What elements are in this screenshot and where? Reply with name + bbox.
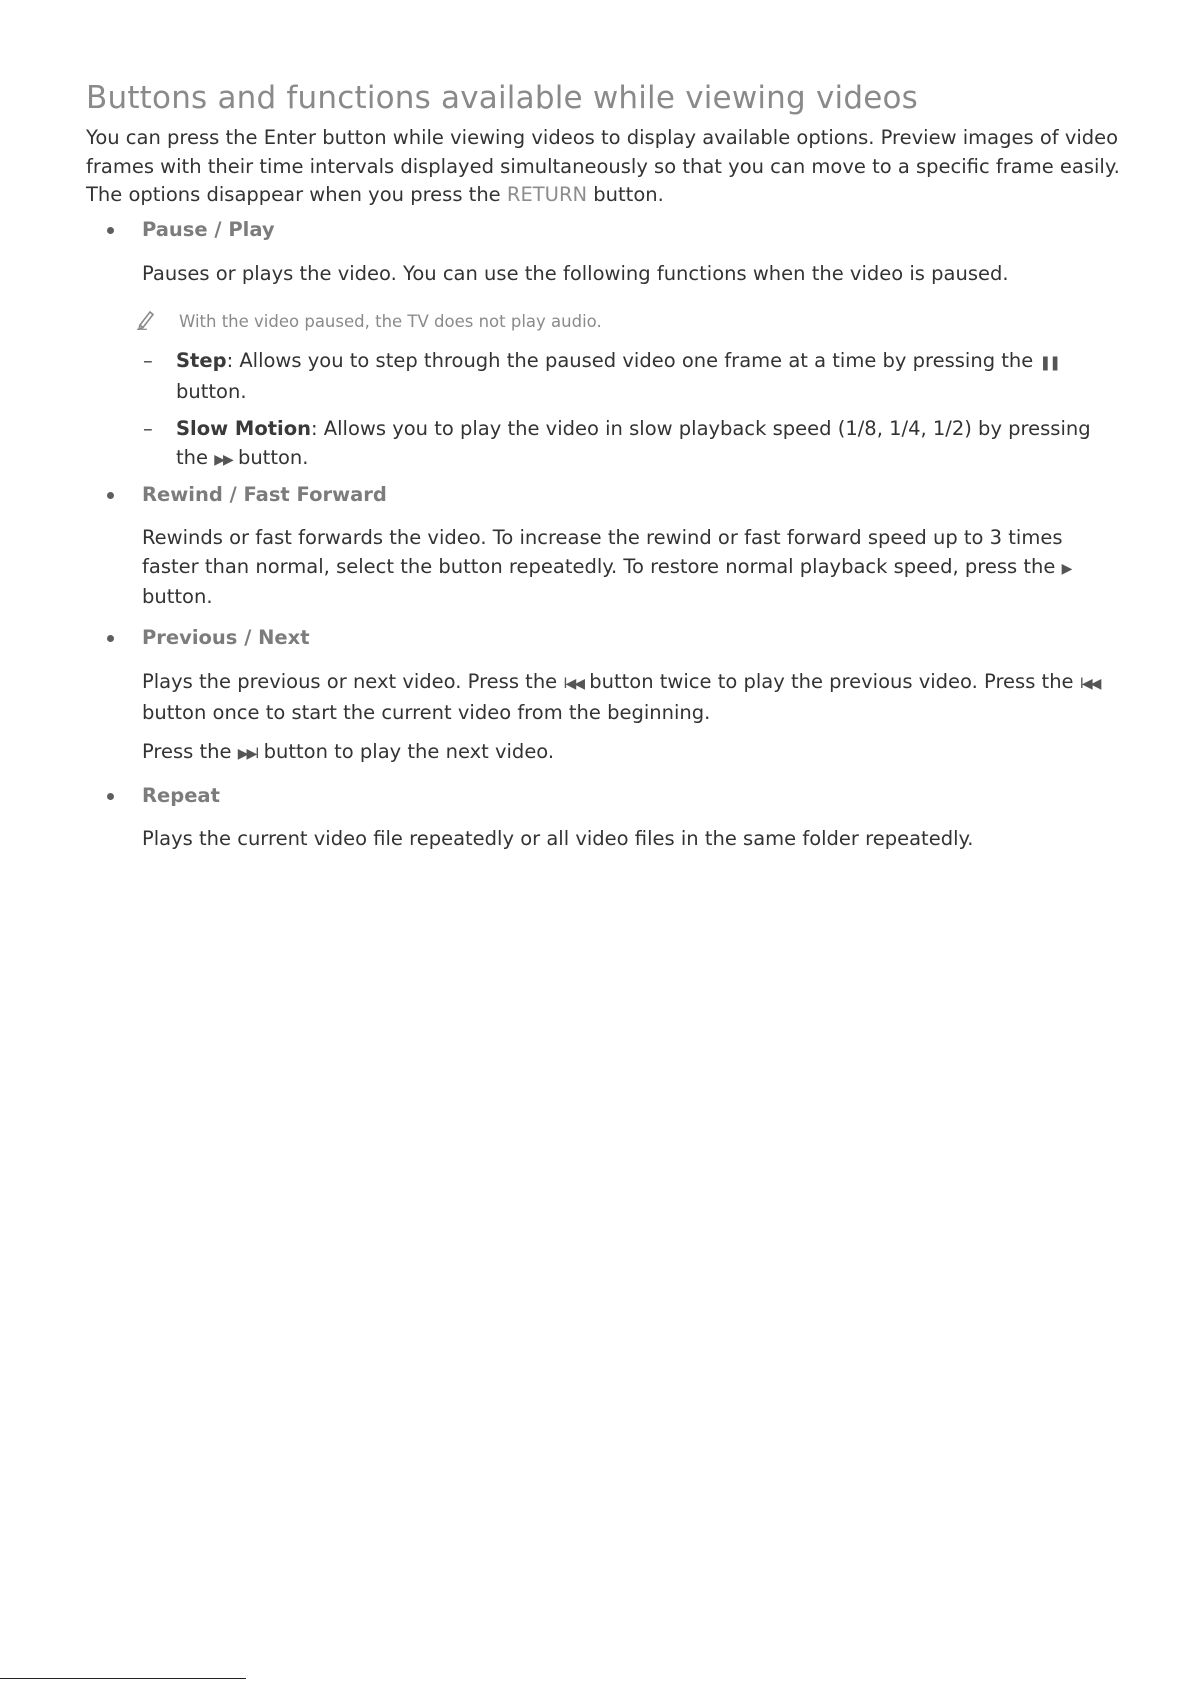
previous-icon: I◀◀ (1079, 676, 1100, 692)
footer-rule (0, 1678, 246, 1679)
prev-next-description (142, 668, 1122, 727)
bullet-dot (107, 635, 114, 642)
slow-motion-label: Slow Motion (176, 417, 312, 440)
previous-icon: I◀◀ (563, 676, 584, 692)
prev-next-text: Plays the previous or next video. Press the (142, 670, 564, 693)
step-label: Step (176, 349, 227, 372)
rewind-ff-text: Rewinds or fast forwards the video. To increase the rewind or fast forward speed up to 3 times faster than normal, select the button repeatedly. To restore normal playback speed, press the (142, 526, 1063, 578)
bullet-dot (107, 492, 114, 499)
step-text-end: button. (176, 379, 247, 403)
pause-play-description: Pauses or plays the video. You can use the following functions when the video is paused. (142, 262, 1009, 285)
pencil-note-icon (136, 308, 156, 330)
bullet-dot (107, 227, 114, 234)
bullet-dot (107, 793, 114, 800)
fast-forward-icon: ▶▶ (214, 451, 232, 468)
return-button-label: RETURN (506, 183, 588, 206)
intro-text-end: button. (587, 183, 664, 206)
section-heading-repeat: Repeat (142, 784, 220, 807)
dash-marker: – (143, 417, 153, 440)
next-icon: ▶▶I (237, 746, 258, 762)
slow-motion-text: : Allows you to play the video in slow playback speed (1/8, 1/4, 1/2) by pressing the (176, 417, 1091, 469)
prev-next-text-mid: button twice to play the previous video. Press the (583, 670, 1080, 693)
step-text: : Allows you to step through the paused video one frame at a time by pressing the (226, 349, 1040, 372)
step-item (176, 347, 1116, 406)
dash-marker: – (143, 349, 153, 372)
repeat-description: Plays the current video file repeatedly or all video files in the same folder repeatedly. (142, 827, 974, 850)
intro-text: You can press the Enter button while viewing videos to display available options. Preview images of video frames with their time intervals displayed simultaneously so that you can move to a specific frame easily. The options disappear when you press the (86, 126, 1120, 206)
next-text-end: button to play the next video. (257, 740, 555, 763)
slow-motion-item (176, 415, 1116, 474)
play-icon: ▶ (1061, 560, 1071, 577)
pause-icon: ❚❚ (1039, 355, 1059, 371)
slow-motion-text-end: button. (231, 445, 309, 469)
prev-next-text-end: button once to start the current video from the beginning. (142, 700, 711, 724)
section-heading-prev-next: Previous / Next (142, 626, 310, 649)
page-title: Buttons and functions available while viewing videos (86, 80, 918, 116)
intro-paragraph (86, 124, 1126, 210)
rewind-ff-text-end: button. (142, 585, 213, 608)
note-text: With the video paused, the TV does not play audio. (179, 312, 602, 331)
next-description (142, 738, 1122, 769)
section-heading-rewind-ff: Rewind / Fast Forward (142, 483, 387, 506)
rewind-ff-description (142, 524, 1122, 612)
section-heading-pause-play: Pause / Play (142, 218, 275, 241)
next-text: Press the (142, 740, 238, 763)
